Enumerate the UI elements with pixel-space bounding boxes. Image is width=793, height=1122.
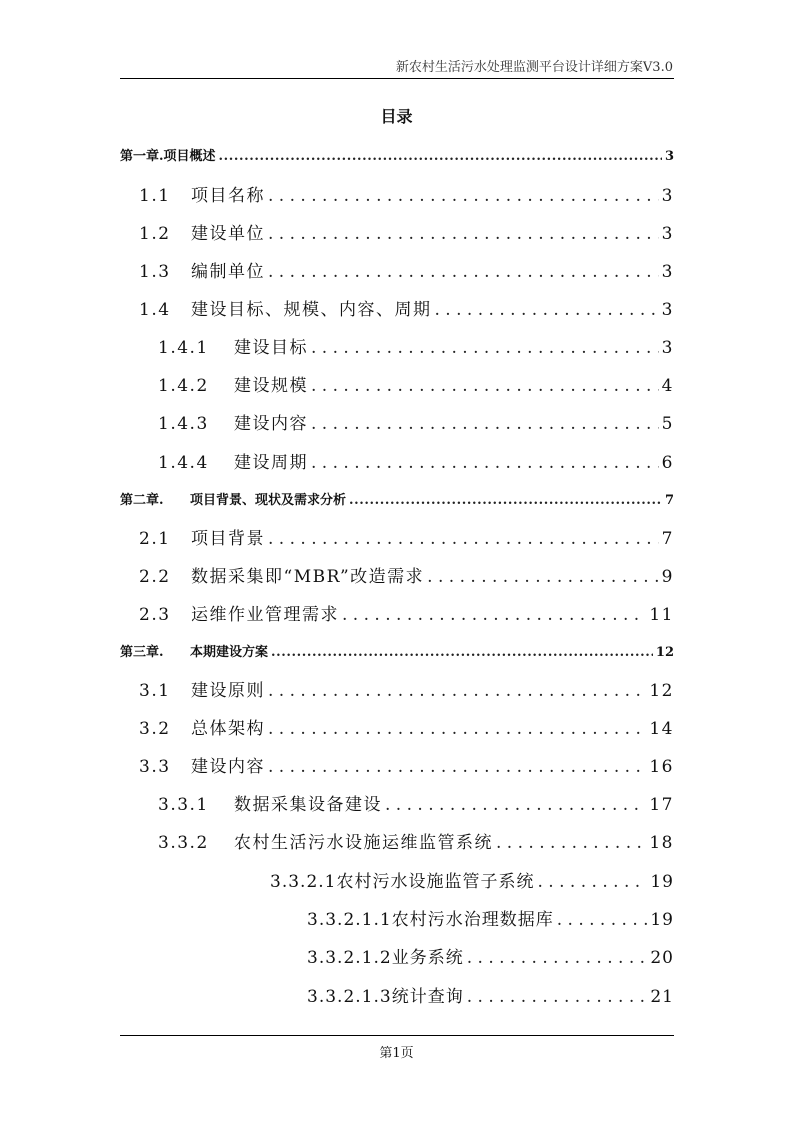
toc-entry-chapter-3[interactable] — [120, 641, 674, 660]
toc-entry-number: 1.4.4 — [158, 453, 209, 473]
toc-entry-page: 6 — [661, 453, 674, 473]
toc-entry-page: 3 — [661, 338, 674, 358]
toc-entry-title: 建设目标 — [234, 338, 308, 358]
toc-entry-page: 19 — [650, 872, 674, 892]
dot-leader — [349, 493, 662, 508]
toc-entry-title: 项目背景、现状及需求分析 — [190, 493, 347, 508]
toc-entry-chapter-2[interactable] — [120, 489, 674, 508]
dot-leader — [496, 833, 646, 853]
toc-entry-page: 19 — [650, 910, 674, 930]
toc-title: 目录 — [380, 107, 413, 126]
toc-entry-title: 编制单位 — [191, 262, 265, 282]
toc-entry-number: 2.3 — [139, 605, 171, 625]
toc-entry-number: 1.1 — [139, 186, 171, 206]
toc-entry-title: 农村污水设施监管子系统 — [336, 872, 535, 892]
toc-entry-page: 16 — [649, 757, 674, 777]
dot-leader — [557, 910, 648, 930]
toc-entry-page: 18 — [649, 833, 674, 853]
toc-entry-title: 项目名称 — [191, 186, 265, 206]
toc-entry[interactable] — [270, 867, 674, 892]
toc-entry[interactable] — [307, 905, 674, 930]
footer-divider — [120, 1035, 674, 1036]
dot-leader — [268, 186, 659, 206]
toc-entry-number: 第二章. — [120, 493, 164, 508]
toc-entry-page: 3 — [661, 224, 674, 244]
dot-leader — [268, 262, 659, 282]
toc-entry[interactable] — [139, 219, 674, 244]
toc-entry-title: 农村生活污水设施运维监管系统 — [234, 833, 493, 853]
toc-entry-page: 7 — [661, 529, 674, 549]
toc-entry-title: 项目背景 — [191, 529, 265, 549]
toc-entry-page: 11 — [649, 605, 674, 625]
dot-leader — [311, 338, 659, 358]
toc-entry-number: 1.2 — [139, 224, 171, 244]
dot-leader — [435, 300, 659, 320]
toc-entry-title: 建设原则 — [191, 681, 265, 701]
toc-entry[interactable] — [139, 181, 674, 206]
toc-entry-number: 1.4.3 — [158, 414, 209, 434]
toc-entry-title: 运维作业管理需求 — [191, 605, 339, 625]
toc-entry[interactable] — [139, 562, 674, 587]
dot-leader — [268, 224, 659, 244]
toc-entry-number: 3.1 — [139, 681, 171, 701]
toc-entry-page: 3 — [664, 149, 674, 164]
toc-entry-title: 统计查询 — [391, 987, 464, 1007]
toc-entry-page: 3 — [661, 300, 674, 320]
toc-entry-number: 2.2 — [139, 567, 171, 587]
toc-entry-number: 第一章. — [120, 149, 164, 164]
dot-leader — [342, 605, 646, 625]
toc-entry-title: 建设内容 — [191, 757, 265, 777]
dot-leader — [268, 757, 646, 777]
toc-entry-page: 12 — [655, 645, 674, 660]
dot-leader — [219, 149, 662, 164]
toc-entry-title: 业务系统 — [391, 948, 464, 968]
toc-entry-number: 3.2 — [139, 719, 171, 739]
toc-entry-number: 3.3.2.1.2 — [307, 948, 392, 968]
toc-entry[interactable] — [139, 676, 674, 701]
toc-entry-number: 1.4 — [139, 300, 171, 320]
dot-leader — [311, 453, 659, 473]
toc-entry[interactable] — [139, 714, 674, 739]
toc-entry-number: 3.3 — [139, 757, 171, 777]
running-header: 新农村生活污水处理监测平台设计详细方案V3.0 — [395, 60, 673, 75]
toc-entry-title: 总体架构 — [191, 719, 265, 739]
toc-entry-number: 3.3.2 — [158, 833, 209, 853]
toc-entry[interactable] — [158, 333, 674, 358]
dot-leader — [311, 414, 659, 434]
dot-leader — [268, 681, 646, 701]
toc-entry-page: 3 — [661, 262, 674, 282]
toc-entry-page: 12 — [649, 681, 674, 701]
toc-entry-title: 建设周期 — [234, 453, 308, 473]
dot-leader — [271, 645, 653, 660]
toc-entry[interactable] — [158, 790, 674, 815]
toc-entry-number: 2.1 — [139, 529, 171, 549]
dot-leader — [467, 948, 648, 968]
toc-entry[interactable] — [139, 295, 674, 320]
toc-entry-page: 7 — [664, 493, 674, 508]
toc-entry-number: 3.3.2.1 — [270, 872, 337, 892]
toc-entry-page: 4 — [661, 376, 674, 396]
toc-entry-page: 17 — [649, 795, 674, 815]
toc-entry[interactable] — [158, 371, 674, 396]
toc-entry-number: 1.4.1 — [158, 338, 209, 358]
toc-entry-number: 1.4.2 — [158, 376, 209, 396]
toc-entry-page: 5 — [661, 414, 674, 434]
page-number: 第1页 — [379, 1046, 414, 1061]
toc-entry[interactable] — [139, 257, 674, 282]
toc-entry-title: 数据采集设备建设 — [234, 795, 382, 815]
toc-entry-page: 21 — [650, 987, 674, 1007]
toc-entry-page: 14 — [649, 719, 674, 739]
toc-entry[interactable] — [158, 409, 674, 434]
toc-entry-title: 数据采集即“MBR”改造需求 — [191, 567, 425, 587]
dot-leader — [385, 795, 646, 815]
toc-entry-title: 建设单位 — [191, 224, 265, 244]
dot-leader — [268, 719, 646, 739]
toc-entry-number: 3.3.1 — [158, 795, 209, 815]
dot-leader — [467, 987, 648, 1007]
dot-leader — [537, 872, 647, 892]
toc-entry[interactable] — [158, 448, 674, 473]
toc-entry-title: 建设规模 — [234, 376, 308, 396]
toc-entry-page: 9 — [661, 567, 674, 587]
header-divider — [120, 78, 674, 79]
toc-entry-number: 3.3.2.1.3 — [307, 987, 392, 1007]
toc-entry[interactable] — [307, 943, 674, 968]
toc-entry-chapter-1[interactable] — [120, 145, 674, 164]
toc-entry[interactable] — [139, 752, 674, 777]
toc-entry-number: 1.3 — [139, 262, 171, 282]
toc-entry-number: 3.3.2.1.1 — [307, 910, 392, 930]
toc-entry-page: 20 — [650, 948, 674, 968]
toc-entry[interactable] — [139, 600, 674, 625]
toc-entry-title: 本期建设方案 — [190, 645, 269, 660]
toc-entry[interactable] — [158, 828, 674, 853]
toc-entry[interactable] — [307, 982, 674, 1007]
toc-entry-title: 建设目标、规模、内容、周期 — [191, 300, 432, 320]
dot-leader — [268, 529, 659, 549]
toc-entry-number: 第三章. — [120, 645, 164, 660]
dot-leader — [311, 376, 659, 396]
toc-entry-title: 建设内容 — [234, 414, 308, 434]
dot-leader — [427, 567, 659, 587]
toc-entry-title: 农村污水治理数据库 — [391, 910, 554, 930]
toc-entry-page: 3 — [661, 186, 674, 206]
toc-entry-title: 项目概述 — [163, 149, 216, 164]
toc-entry[interactable] — [139, 524, 674, 549]
